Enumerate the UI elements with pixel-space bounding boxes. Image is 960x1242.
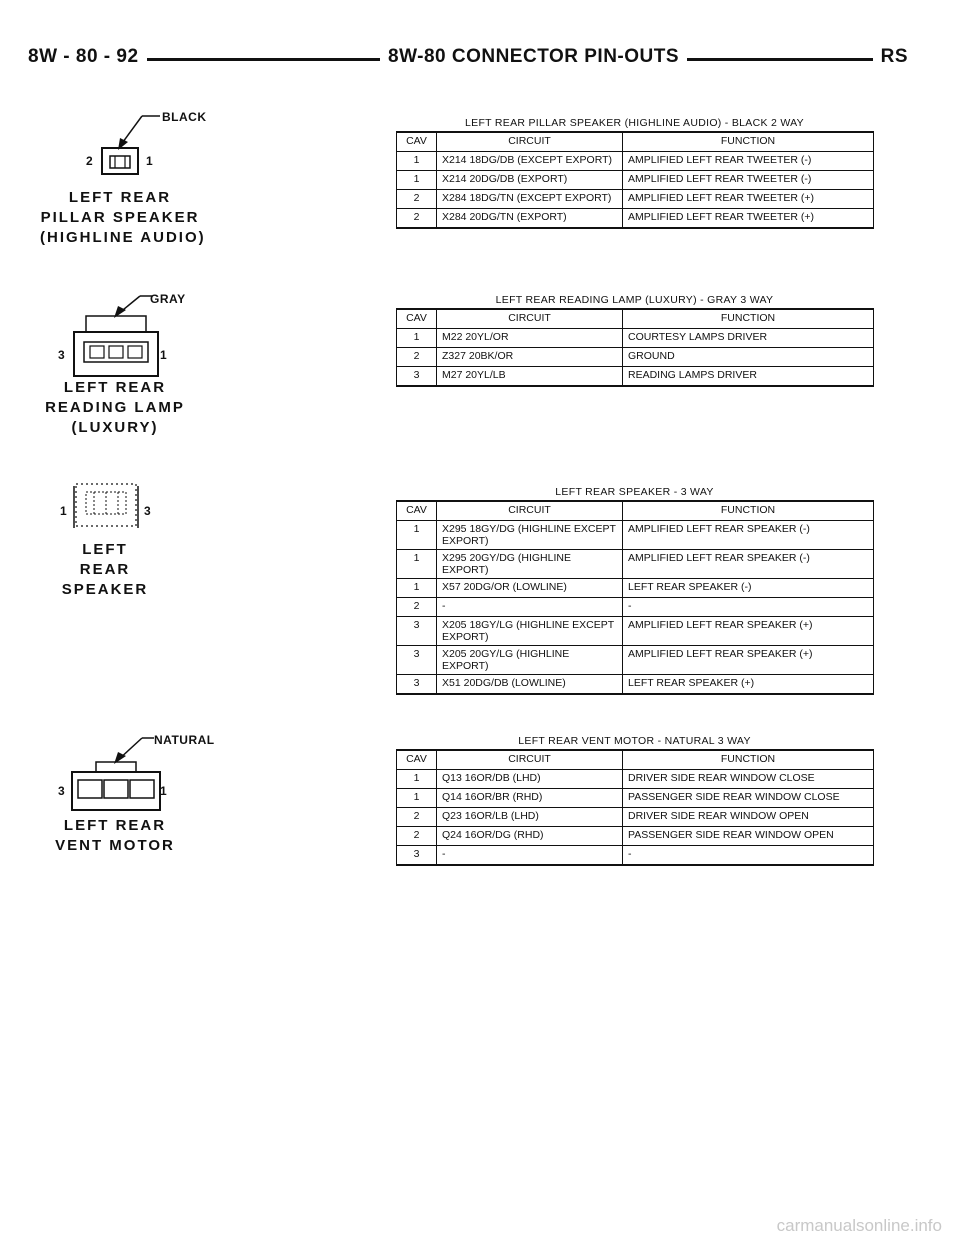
caption-line: SPEAKER <box>61 581 149 598</box>
column-header: CAV <box>397 309 437 329</box>
cav-cell: 3 <box>397 846 437 866</box>
circuit-cell: X295 20GY/DG (HIGHLINE EXPORT) <box>437 550 623 579</box>
caption-line: (HIGHLINE AUDIO) <box>40 229 206 246</box>
pin-label-left: 3 <box>58 348 65 362</box>
table-row <box>397 550 874 579</box>
table-row <box>397 579 874 598</box>
pinout-table <box>396 131 874 229</box>
pin-label-right: 3 <box>144 504 151 518</box>
table-row <box>397 521 874 550</box>
table-row <box>397 675 874 695</box>
table-header-row <box>397 309 874 329</box>
function-cell: AMPLIFIED LEFT REAR TWEETER (-) <box>623 171 874 190</box>
caption-line: VENT MOTOR <box>55 837 175 854</box>
function-cell: AMPLIFIED LEFT REAR SPEAKER (+) <box>623 646 874 675</box>
circuit-cell: M22 20YL/OR <box>437 329 623 348</box>
model-code: RS <box>873 46 908 68</box>
caption-line: LEFT REAR <box>63 379 167 396</box>
table-row <box>397 329 874 348</box>
cav-cell: 3 <box>397 675 437 695</box>
circuit-cell: X205 20GY/LG (HIGHLINE EXPORT) <box>437 646 623 675</box>
function-cell: PASSENGER SIDE REAR WINDOW CLOSE <box>623 789 874 808</box>
circuit-cell: X284 20DG/TN (EXPORT) <box>437 209 623 229</box>
connector-color-label: NATURAL <box>154 733 215 747</box>
pinout-table-reading-lamp <box>396 292 873 387</box>
pinout-table-vent-motor <box>396 733 873 866</box>
table-title: LEFT REAR PILLAR SPEAKER (HIGHLINE AUDIO) - BLACK 2 WAY <box>465 117 804 129</box>
circuit-cell: Q14 16OR/BR (RHD) <box>437 789 623 808</box>
table-row <box>397 209 874 229</box>
column-header: CAV <box>397 750 437 770</box>
table-header-row <box>397 132 874 152</box>
cav-cell: 1 <box>397 550 437 579</box>
table-row <box>397 846 874 866</box>
caption-line: LEFT REAR <box>68 189 172 206</box>
pinout-table <box>396 308 874 387</box>
caption-line: (LUXURY) <box>71 419 159 436</box>
table-row <box>397 171 874 190</box>
cav-cell: 2 <box>397 190 437 209</box>
table-title: LEFT REAR READING LAMP (LUXURY) - GRAY 3 WAY <box>495 294 774 306</box>
table-row <box>397 770 874 789</box>
column-header: CIRCUIT <box>437 501 623 521</box>
function-cell: COURTESY LAMPS DRIVER <box>623 329 874 348</box>
function-cell: LEFT REAR SPEAKER (-) <box>623 579 874 598</box>
pinout-table <box>396 749 874 866</box>
circuit-cell: Z327 20BK/OR <box>437 348 623 367</box>
caption-line: READING LAMP <box>45 399 185 416</box>
cav-cell: 2 <box>397 808 437 827</box>
function-cell: DRIVER SIDE REAR WINDOW OPEN <box>623 808 874 827</box>
function-cell: AMPLIFIED LEFT REAR TWEETER (+) <box>623 209 874 229</box>
table-row <box>397 190 874 209</box>
table-row <box>397 348 874 367</box>
connector-color-label: GRAY <box>150 292 186 306</box>
column-header: FUNCTION <box>623 750 874 770</box>
column-header: FUNCTION <box>623 501 874 521</box>
page-number: 8W - 80 - 92 <box>28 46 147 68</box>
cav-cell: 3 <box>397 646 437 675</box>
circuit-cell: X214 18DG/DB (EXCEPT EXPORT) <box>437 152 623 171</box>
pin-label-right: 1 <box>160 784 167 798</box>
circuit-cell: X57 20DG/OR (LOWLINE) <box>437 579 623 598</box>
page-header <box>28 40 908 80</box>
circuit-cell: X205 18GY/LG (HIGHLINE EXCEPT EXPORT) <box>437 617 623 646</box>
cav-cell: 1 <box>397 579 437 598</box>
caption-line: LEFT REAR <box>63 817 167 834</box>
cav-cell: 1 <box>397 789 437 808</box>
connector-caption <box>40 816 190 856</box>
column-header: CIRCUIT <box>437 309 623 329</box>
cav-cell: 1 <box>397 770 437 789</box>
table-header-row <box>397 501 874 521</box>
circuit-cell: X284 18DG/TN (EXCEPT EXPORT) <box>437 190 623 209</box>
pinout-table-pillar-speaker <box>396 115 873 229</box>
circuit-cell: - <box>437 846 623 866</box>
connector-caption <box>30 378 200 438</box>
pin-label-left: 1 <box>60 504 67 518</box>
pin-label-right: 1 <box>146 154 153 168</box>
connector-caption <box>40 188 206 248</box>
caption-line: PILLAR SPEAKER <box>40 209 200 226</box>
circuit-cell: X295 18GY/DG (HIGHLINE EXCEPT EXPORT) <box>437 521 623 550</box>
function-cell: AMPLIFIED LEFT REAR TWEETER (+) <box>623 190 874 209</box>
table-row <box>397 152 874 171</box>
function-cell: PASSENGER SIDE REAR WINDOW OPEN <box>623 827 874 846</box>
pin-label-left: 2 <box>86 154 93 168</box>
table-row <box>397 598 874 617</box>
table-row <box>397 827 874 846</box>
caption-line: LEFT <box>82 541 128 558</box>
column-header: FUNCTION <box>623 132 874 152</box>
cav-cell: 1 <box>397 521 437 550</box>
table-row <box>397 789 874 808</box>
table-row <box>397 367 874 387</box>
cav-cell: 3 <box>397 367 437 387</box>
pin-label-right: 1 <box>160 348 167 362</box>
table-row <box>397 808 874 827</box>
function-cell: READING LAMPS DRIVER <box>623 367 874 387</box>
table-title: LEFT REAR SPEAKER - 3 WAY <box>555 486 714 498</box>
cav-cell: 1 <box>397 171 437 190</box>
cav-cell: 2 <box>397 827 437 846</box>
function-cell: - <box>623 846 874 866</box>
cav-cell: 2 <box>397 209 437 229</box>
cav-cell: 1 <box>397 329 437 348</box>
cav-cell: 2 <box>397 348 437 367</box>
function-cell: AMPLIFIED LEFT REAR SPEAKER (-) <box>623 550 874 579</box>
table-header-row <box>397 750 874 770</box>
circuit-cell: - <box>437 598 623 617</box>
cav-cell: 2 <box>397 598 437 617</box>
pin-label-left: 3 <box>58 784 65 798</box>
caption-line: REAR <box>79 561 131 578</box>
cav-cell: 3 <box>397 617 437 646</box>
circuit-cell: X51 20DG/DB (LOWLINE) <box>437 675 623 695</box>
table-title: LEFT REAR VENT MOTOR - NATURAL 3 WAY <box>518 735 751 747</box>
column-header: FUNCTION <box>623 309 874 329</box>
circuit-cell: M27 20YL/LB <box>437 367 623 387</box>
table-row <box>397 617 874 646</box>
circuit-cell: Q13 16OR/DB (LHD) <box>437 770 623 789</box>
function-cell: LEFT REAR SPEAKER (+) <box>623 675 874 695</box>
function-cell: AMPLIFIED LEFT REAR TWEETER (-) <box>623 152 874 171</box>
cav-cell: 1 <box>397 152 437 171</box>
column-header: CAV <box>397 501 437 521</box>
connector-caption <box>50 540 160 600</box>
column-header: CIRCUIT <box>437 132 623 152</box>
circuit-cell: X214 20DG/DB (EXPORT) <box>437 171 623 190</box>
pinout-table-rear-speaker <box>396 484 873 695</box>
function-cell: DRIVER SIDE REAR WINDOW CLOSE <box>623 770 874 789</box>
function-cell: - <box>623 598 874 617</box>
connector-color-label: BLACK <box>162 110 207 124</box>
function-cell: AMPLIFIED LEFT REAR SPEAKER (+) <box>623 617 874 646</box>
column-header: CAV <box>397 132 437 152</box>
table-row <box>397 646 874 675</box>
function-cell: AMPLIFIED LEFT REAR SPEAKER (-) <box>623 521 874 550</box>
pinout-table <box>396 500 874 695</box>
column-header: CIRCUIT <box>437 750 623 770</box>
circuit-cell: Q24 16OR/DG (RHD) <box>437 827 623 846</box>
circuit-cell: Q23 16OR/LB (LHD) <box>437 808 623 827</box>
watermark: carmanualsonline.info <box>776 1216 942 1235</box>
section-title: 8W-80 CONNECTOR PIN-OUTS <box>380 46 687 68</box>
function-cell: GROUND <box>623 348 874 367</box>
